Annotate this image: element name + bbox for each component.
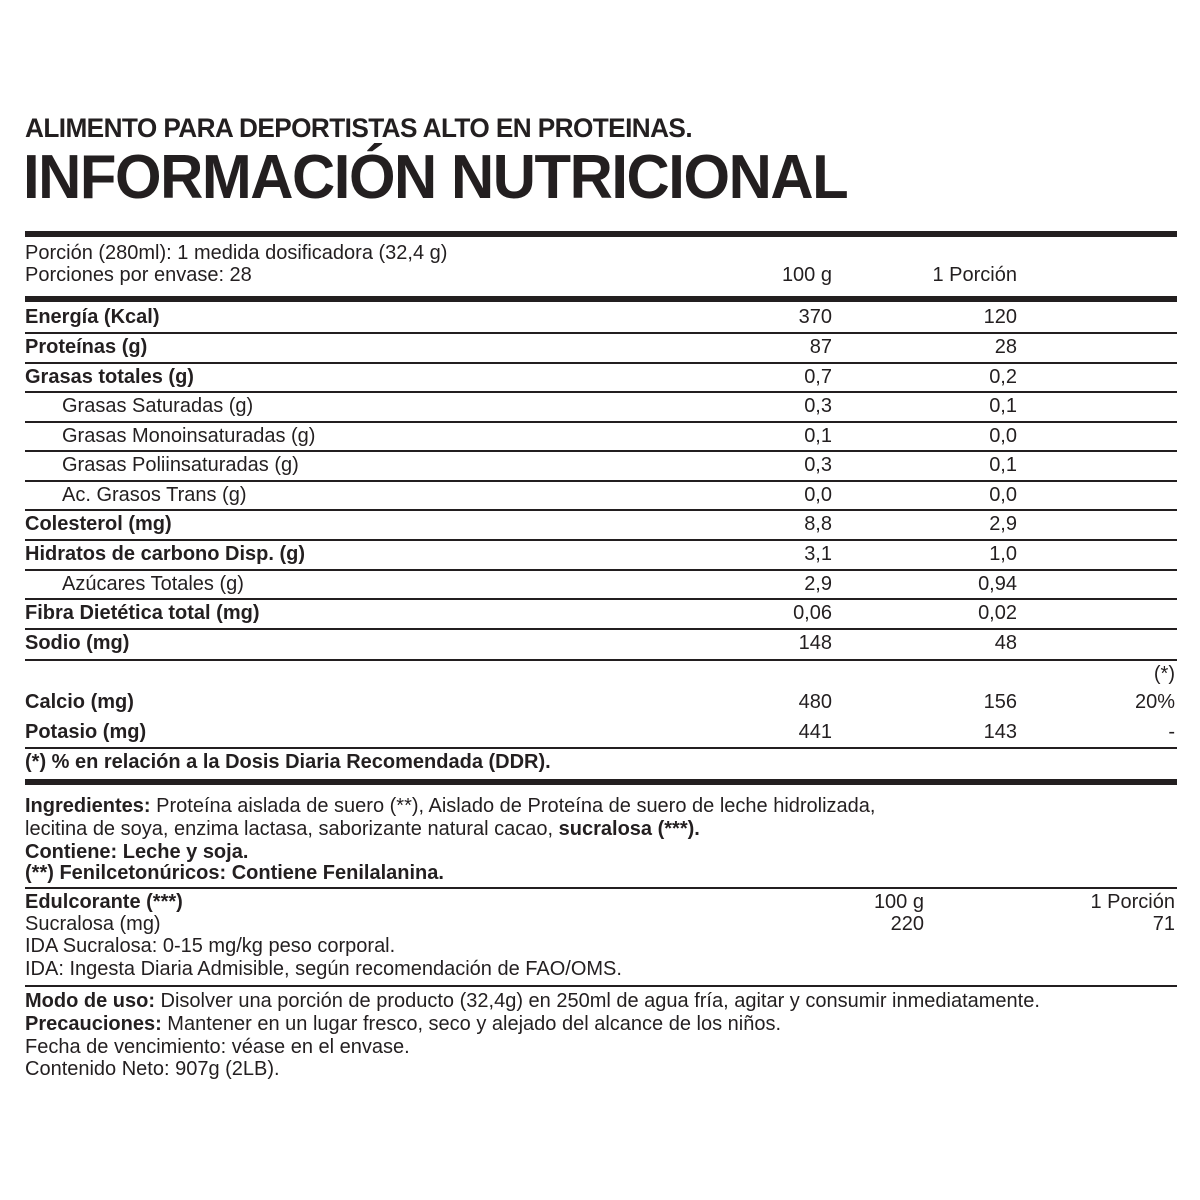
- net-content: Contenido Neto: 907g (2LB).: [25, 1058, 280, 1080]
- row-divider: [25, 747, 1177, 749]
- allergen-statement: Contiene: Leche y soja.: [25, 841, 249, 863]
- sweetener-col-portion: 1 Porción: [1090, 891, 1175, 913]
- value-per-portion: 0,2: [989, 366, 1017, 388]
- nutrient-row: [25, 332, 1177, 362]
- value-ddr-percent: 20%: [1134, 691, 1175, 713]
- value-per-100g: 480: [798, 691, 832, 713]
- value-per-100g: 8,8: [804, 513, 832, 535]
- nutrient-row: [25, 302, 1177, 332]
- value-per-100g: 0,3: [804, 395, 832, 417]
- value-per-portion: 2,9: [989, 513, 1017, 535]
- mineral-row: [25, 687, 1177, 717]
- nutrient-row: [25, 539, 1177, 569]
- value-per-portion: 0,0: [989, 484, 1017, 506]
- row-divider: [25, 887, 1177, 889]
- precautions: [25, 1013, 781, 1036]
- sucralose-label: Sucralosa (mg): [25, 913, 161, 935]
- page-title: INFORMACIÓN NUTRICIONAL: [23, 143, 848, 212]
- value-per-portion: 0,0: [989, 425, 1017, 447]
- nutrient-row: [25, 362, 1177, 392]
- ida-sucralose: IDA Sucralosa: 0-15 mg/kg peso corporal.: [25, 935, 396, 957]
- value-per-portion: 120: [983, 306, 1017, 328]
- mineral-label: Calcio (mg): [25, 691, 134, 713]
- sucralose-per-100g: 220: [890, 913, 924, 935]
- column-header-100g: 100 g: [781, 264, 832, 286]
- value-per-portion: 0,1: [989, 454, 1017, 476]
- nutrient-label: Grasas Poliinsaturadas (g): [62, 454, 299, 476]
- value-per-portion: 1,0: [989, 543, 1017, 565]
- value-per-100g: 0,0: [804, 484, 832, 506]
- ida-definition: IDA: Ingesta Diaria Admisible, según recomendación de FAO/OMS.: [25, 958, 622, 980]
- nutrient-row: [25, 480, 1177, 510]
- nutrient-row: [25, 391, 1177, 421]
- nutrient-row: [25, 569, 1177, 599]
- value-per-portion: 143: [983, 721, 1017, 743]
- servings-per-container: Porciones por envase: 28: [25, 264, 252, 286]
- value-per-portion: 28: [994, 336, 1017, 358]
- nutrient-label: Azúcares Totales (g): [62, 573, 244, 595]
- mineral-label: Potasio (mg): [25, 721, 147, 743]
- ingredients-line-1: [25, 795, 875, 818]
- row-divider: [25, 985, 1177, 987]
- nutrient-label: Grasas Monoinsaturadas (g): [62, 425, 316, 447]
- nutrient-row: [25, 598, 1177, 628]
- sweetener-label: Edulcorante (***): [25, 891, 183, 913]
- ingredients-text: Proteína aislada de suero (**), Aislado de Proteína de suero de leche hidrolizada,: [150, 795, 876, 817]
- nutrient-label: Colesterol (mg): [25, 513, 172, 535]
- column-header-portion: 1 Porción: [932, 264, 1017, 286]
- value-per-100g: 148: [798, 632, 832, 654]
- value-per-100g: 2,9: [804, 573, 832, 595]
- ingredients-line-2: [25, 818, 700, 841]
- nutrient-label: Hidratos de carbono Disp. (g): [25, 543, 306, 565]
- nutrient-row: [25, 628, 1177, 658]
- ddr-column-marker: (*): [1153, 663, 1175, 685]
- nutrient-row: [25, 450, 1177, 480]
- value-ddr-percent: -: [1168, 721, 1175, 743]
- ingredients-sweetener: sucralosa (***).: [558, 818, 700, 840]
- value-per-portion: 156: [983, 691, 1017, 713]
- divider-thick: [25, 779, 1177, 785]
- nutrient-label: Grasas Saturadas (g): [62, 395, 254, 417]
- product-subtitle: ALIMENTO PARA DEPORTISTAS ALTO EN PROTEINAS.: [25, 113, 693, 143]
- expiry-date: Fecha de vencimiento: véase en el envase.: [25, 1036, 410, 1058]
- usage-instructions: [25, 990, 1040, 1013]
- precautions-label: Precauciones:: [25, 1013, 162, 1035]
- value-per-portion: 0,1: [989, 395, 1017, 417]
- nutrient-label: Fibra Dietética total (mg): [25, 602, 260, 624]
- sweetener-col-100g: 100 g: [873, 891, 924, 913]
- ddr-footnote: (*) % en relación a la Dosis Diaria Recomendada (DDR).: [25, 751, 551, 773]
- usage-label: Modo de uso:: [25, 990, 155, 1012]
- serving-size: Porción (280ml): 1 medida dosificadora (32,4 g): [25, 242, 448, 264]
- value-per-100g: 0,1: [804, 425, 832, 447]
- nutrient-label: Proteínas (g): [25, 336, 148, 358]
- value-per-portion: 48: [994, 632, 1017, 654]
- value-per-100g: 370: [798, 306, 832, 328]
- value-per-portion: 0,02: [978, 602, 1017, 624]
- divider-thick: [25, 231, 1177, 237]
- value-per-portion: 0,94: [978, 573, 1017, 595]
- row-divider: [25, 659, 1177, 661]
- phenylketonuria-warning: (**) Fenilcetonúricos: Contiene Fenilalanina.: [25, 862, 444, 884]
- sucralose-per-portion: 71: [1152, 913, 1175, 935]
- ingredients-text: lecitina de soya, enzima lactasa, saborizante natural cacao,: [25, 818, 559, 840]
- ingredients-label: Ingredientes:: [25, 795, 151, 817]
- value-per-100g: 0,7: [804, 366, 832, 388]
- nutrient-row: [25, 509, 1177, 539]
- value-per-100g: 0,06: [793, 602, 832, 624]
- value-per-100g: 3,1: [804, 543, 832, 565]
- value-per-100g: 0,3: [804, 454, 832, 476]
- usage-text: Disolver una porción de producto (32,4g) en 250ml de agua fría, agitar y consumir inmediatamente.: [154, 990, 1040, 1012]
- nutrient-label: Grasas totales (g): [25, 366, 194, 388]
- value-per-100g: 441: [798, 721, 832, 743]
- nutrient-label: Energía (Kcal): [25, 306, 160, 328]
- nutrient-label: Ac. Grasos Trans (g): [62, 484, 247, 506]
- value-per-100g: 87: [809, 336, 832, 358]
- mineral-row: [25, 717, 1177, 747]
- nutrient-label: Sodio (mg): [25, 632, 130, 654]
- nutrient-row: [25, 421, 1177, 451]
- precautions-text: Mantener en un lugar fresco, seco y alejado del alcance de los niños.: [161, 1013, 782, 1035]
